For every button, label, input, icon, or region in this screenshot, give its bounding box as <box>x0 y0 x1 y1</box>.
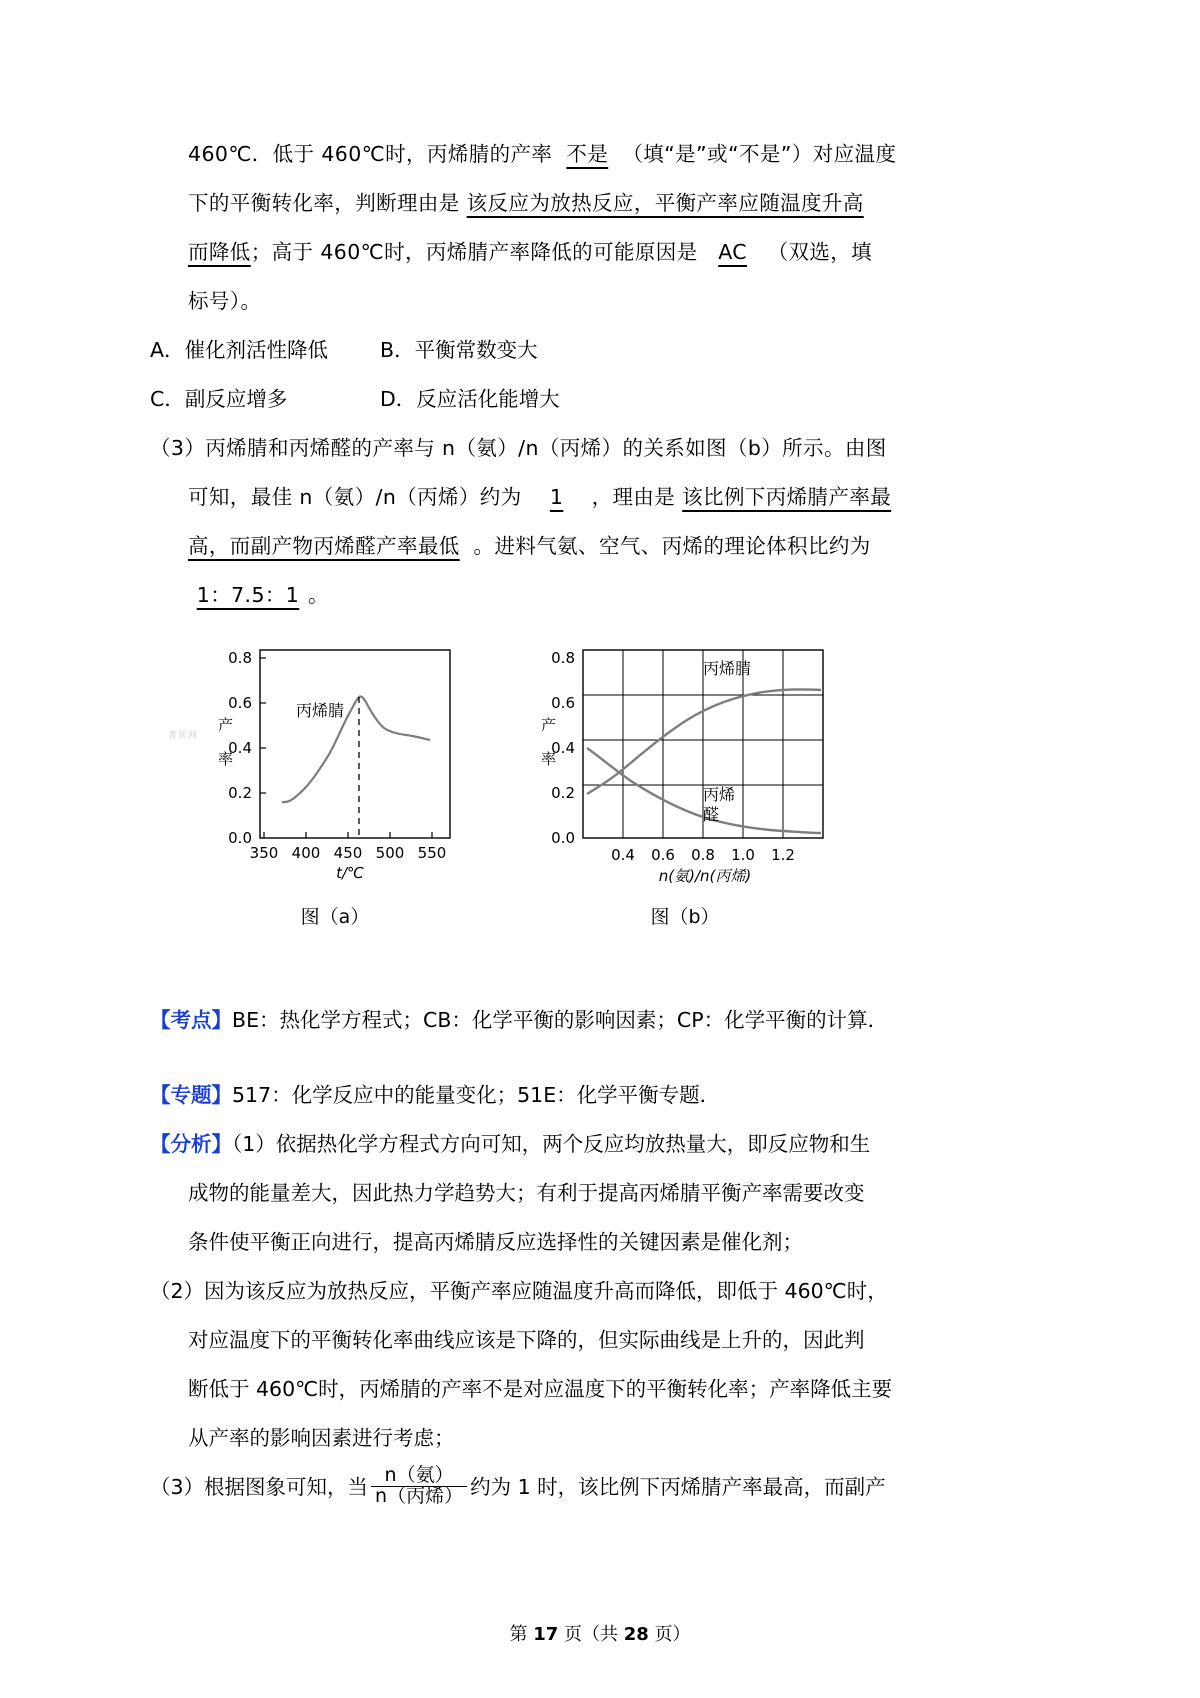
answer-underline: 而降低 <box>188 240 251 264</box>
question-text-after: 。进料气氨、空气、丙烯的理论体积比约为 <box>473 534 871 558</box>
chart-fig-b <box>505 638 865 888</box>
question-line <box>150 473 1050 522</box>
y-axis-label: 产 <box>218 716 234 734</box>
analysis-text-prefix: （3）根据图象可知，当 <box>150 1475 369 1499</box>
question-line <box>150 277 1050 326</box>
kaodian-text: BE：热化学方程式；CB：化学平衡的影响因素；CP：化学平衡的计算． <box>232 1008 889 1032</box>
option-c: C．副反应增多 <box>150 387 288 411</box>
y-tick-label: 0.6 <box>228 694 252 712</box>
question-text-after: （填“是”或“不是”）对应温度 <box>622 142 897 166</box>
figure-b <box>505 638 865 929</box>
question-line <box>150 424 1050 473</box>
y-tick-label: 0.2 <box>551 784 575 802</box>
y-axis-label: 率 <box>541 750 557 768</box>
answer-underline: 高，而副产物丙烯醛产率最低 <box>188 534 460 558</box>
watermark: 菁优网 <box>168 731 199 741</box>
y-tick-label: 0.4 <box>228 739 252 757</box>
y-axis-label: 产 <box>541 716 557 734</box>
question-line <box>150 522 1050 571</box>
analysis-text: 成物的能量差大，因此热力学趋势大；有利于提高丙烯腈平衡产率需要改变 <box>188 1181 865 1205</box>
y-tick-label: 0.8 <box>551 649 575 667</box>
x-axis-label: n(氨)/n(丙烯) <box>658 867 752 885</box>
question-line <box>150 228 1050 277</box>
footer-suffix: 页） <box>654 1624 691 1645</box>
option-b: B．平衡常数变大 <box>380 338 538 362</box>
x-tick-label: 500 <box>375 844 405 862</box>
x-axis-label: t/℃ <box>336 864 364 882</box>
figure-b-caption: 图（b） <box>650 906 720 928</box>
question-text: （3）丙烯腈和丙烯醛的产率与 n（氨）/n（丙烯）的关系如图（b）所示。由图 <box>150 436 887 460</box>
y-axis-label: 率 <box>218 750 234 768</box>
y-tick-label: 0.2 <box>228 784 252 802</box>
footer-total-pages: 28 <box>623 1624 649 1645</box>
y-tick-label: 0.8 <box>228 649 252 667</box>
analysis-line <box>150 1120 1050 1169</box>
footer-page-number: 17 <box>533 1624 559 1645</box>
figure-group <box>150 638 1050 938</box>
question-text-after: 。 <box>308 583 329 607</box>
analysis-line <box>150 1267 1050 1316</box>
option-d: D．反应活化能增大 <box>380 387 560 411</box>
y-tick-label: 0.6 <box>551 694 575 712</box>
answer-blank: AC <box>718 240 747 264</box>
analysis-line <box>150 1218 1050 1267</box>
answer-underline: 该反应为放热反应，平衡产率应随温度升高 <box>466 191 864 215</box>
x-tick-label: 350 <box>249 844 279 862</box>
analysis-text-suffix: 约为 1 时，该比例下丙烯腈产率最高，而副产 <box>470 1475 886 1499</box>
analysis-text: 对应温度下的平衡转化率曲线应该是下降的，但实际曲线是上升的，因此判 <box>188 1328 865 1352</box>
answer-blank: 1 <box>549 485 564 509</box>
analysis-line <box>150 1365 1050 1414</box>
option-row <box>150 375 1050 424</box>
footer-mid: 页（共 <box>564 1624 618 1645</box>
answer-blank: 1：7.5：1 <box>196 583 300 607</box>
zhuanti-text: 517：化学反应中的能量变化；51E：化学平衡专题． <box>232 1083 721 1107</box>
analysis-text: （1）依据热化学方程式方向可知，两个反应均放热量大，即反应物和生 <box>232 1132 871 1156</box>
y-tick-label: 0.4 <box>551 739 575 757</box>
analysis-text: 条件使平衡正向进行，提高丙烯腈反应选择性的关键因素是催化剂； <box>188 1230 803 1254</box>
option-a: A．催化剂活性降低 <box>150 338 329 362</box>
question-line <box>150 571 1050 620</box>
analysis-line <box>150 1316 1050 1365</box>
y-tick-label: 0.0 <box>551 829 575 847</box>
question-text: 下的平衡转化率，判断理由是 <box>188 191 460 215</box>
chart-fig-a <box>190 638 480 888</box>
series-annotation-acrylonitrile: 丙烯腈 <box>703 659 752 678</box>
series-annotation-acrolein-2: 醛 <box>703 805 720 824</box>
x-tick-label: 0.6 <box>651 846 675 864</box>
page-footer <box>0 1620 1200 1646</box>
footer-prefix: 第 <box>509 1624 528 1645</box>
question-text: 可知，最佳 n（氨）/n（丙烯）约为 <box>188 485 522 509</box>
answer-blank: 不是 <box>566 142 609 166</box>
analysis-text: 断低于 460℃时，丙烯腈的产率不是对应温度下的平衡转化率；产率降低主要 <box>188 1377 893 1401</box>
figure-a <box>190 638 480 929</box>
analysis-line <box>150 1414 1050 1463</box>
question-line <box>150 179 1050 228</box>
zhuanti-tag: 【专题】 <box>150 1083 232 1107</box>
analysis-last-line <box>150 1463 1050 1512</box>
question-text-mid: ；高于 460℃时，丙烯腈产率降低的可能原因是 <box>250 240 698 264</box>
option-row <box>150 326 1050 375</box>
analysis-text: （2）因为该反应为放热反应，平衡产率应随温度升高而降低，即低于 460℃时， <box>150 1279 888 1303</box>
x-tick-label: 550 <box>417 844 447 862</box>
answer-underline: 该比例下丙烯腈产率最 <box>682 485 892 509</box>
question-line <box>150 130 1050 179</box>
zhuanti-line <box>150 1071 1050 1120</box>
question-text: 460℃．低于 460℃时，丙烯腈的产率 <box>188 142 553 166</box>
x-tick-label: 0.8 <box>691 846 715 864</box>
x-tick-label: 450 <box>333 844 363 862</box>
kaodian-line <box>150 996 1050 1045</box>
x-tick-label: 400 <box>291 844 321 862</box>
fraction-denominator: n（丙烯） <box>375 1484 464 1507</box>
question-text-mid: ，理由是 <box>591 485 676 509</box>
kaodian-tag: 【考点】 <box>150 1008 232 1032</box>
x-tick-label: 1.2 <box>771 846 795 864</box>
figure-a-caption: 图（a） <box>300 906 370 928</box>
analysis-tag: 【分析】 <box>150 1132 232 1156</box>
x-tick-label: 0.4 <box>611 846 635 864</box>
question-text-after: （双选，填 <box>767 240 873 264</box>
y-tick-label: 0.0 <box>228 829 252 847</box>
ratio-fraction <box>371 1463 467 1507</box>
series-line-acrylonitrile <box>587 689 821 794</box>
series-annotation-acrolein: 丙烯 <box>703 785 736 804</box>
analysis-line <box>150 1169 1050 1218</box>
series-annotation-acrylonitrile: 丙烯腈 <box>296 701 345 720</box>
analysis-text: 从产率的影响因素进行考虑； <box>188 1426 455 1450</box>
x-tick-label: 1.0 <box>731 846 755 864</box>
question-text: 标号）。 <box>188 289 262 313</box>
fraction-numerator: n（氨） <box>371 1466 467 1487</box>
